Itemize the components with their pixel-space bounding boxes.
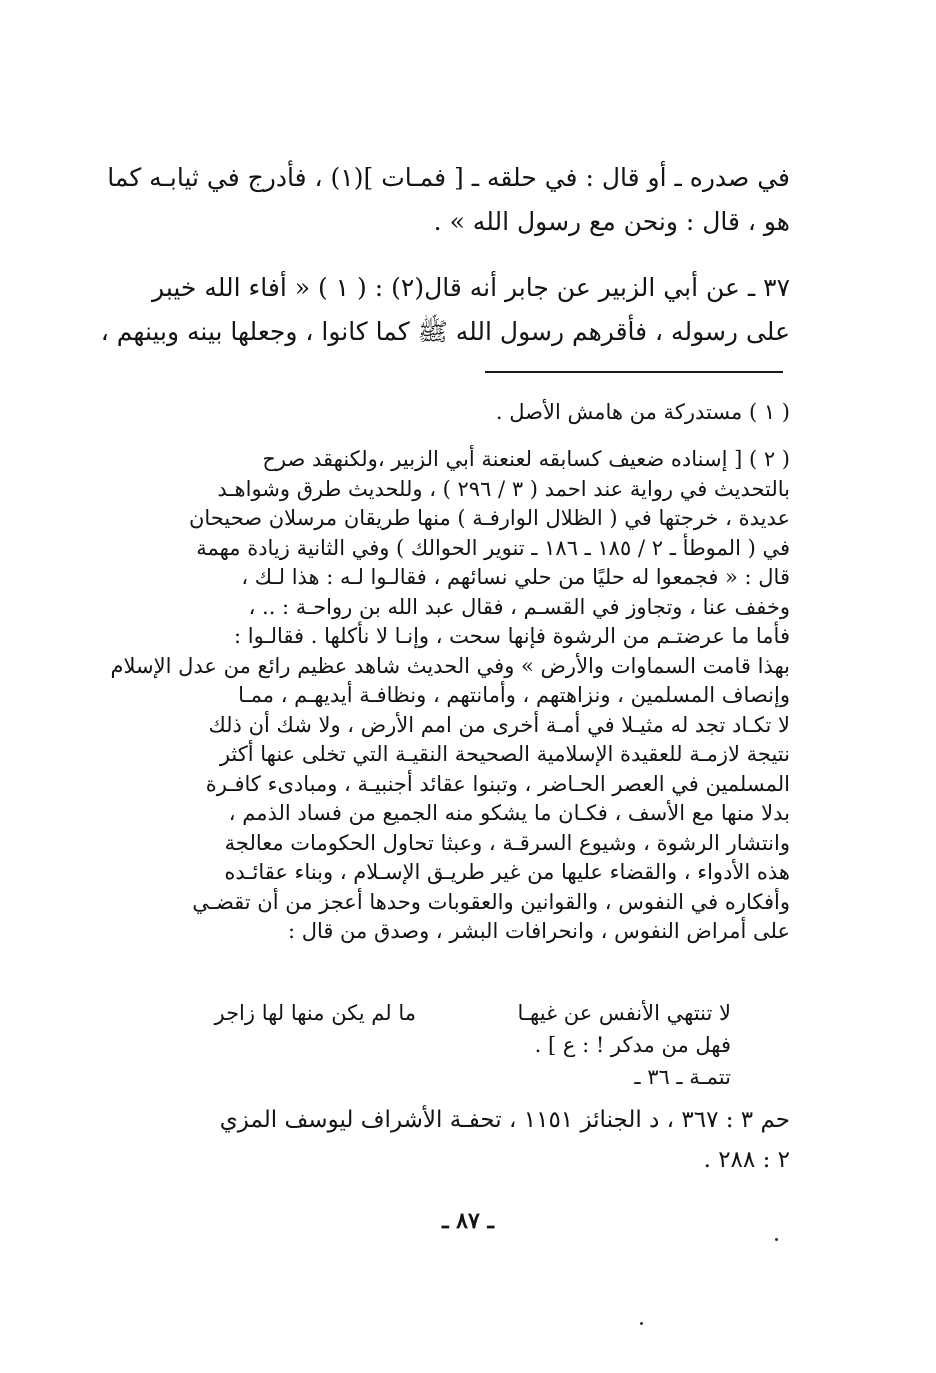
footnote-line: على أمراض النفوس ، وانحرافات البشر ، وصدق من قال : xyxy=(287,919,790,943)
footnote-line: نتيجة لازمـة للعقيدة الإسلامية الصحيحة النقيـة التي تخلى عنها أكثر xyxy=(219,742,790,766)
footnote-1-text: ( ١ ) مستدركة من هامش الأصل . xyxy=(495,400,790,424)
verse-closing: فهل من مدكر ! : ع ] . xyxy=(534,1033,731,1057)
footnote-line: وخفف عنا ، وتجاوز في القسـم ، فقال عبد الله بن رواحـة : .. ، xyxy=(248,594,790,619)
text-line: على رسوله ، فأقرهم رسول الله ﷺ كما كانوا ، وجعلها بينه وبينهم ، xyxy=(100,317,790,346)
reference-line: ٢ : ٢٨٨ . xyxy=(703,1147,790,1173)
footnote-line: بهذا قامت السماوات والأرض » وفي الحديث شاهد عظيم رائع من عدل الإسلام xyxy=(110,653,790,678)
footnote-line: قال : « فجمعوا له حليًا من حلي نسائهم ، فقالـوا لـه : هذا لـك ، xyxy=(241,565,790,589)
footnote-line: لا تكـاد تجد له مثيـلا في أمـة أخرى من امم الأرض ، ولا شك أن ذلك xyxy=(208,712,790,737)
footnote-line: ( ٢ ) [ إسناده ضعيف كسابقه لعنعنة أبي الزبير ،ولكنهقد صرح xyxy=(262,447,790,471)
references xyxy=(150,1100,790,1180)
footnote-2 xyxy=(110,445,790,947)
footnote-line: في ( الموطأ ـ ٢ / ١٨٥ ـ ١٨٦ ـ تنوير الحوالك ) وفي الثانية زيادة مهمة xyxy=(196,535,790,560)
hadith-continuation xyxy=(107,156,790,244)
footnote-line: بالتحديث في رواية عند احمد ( ٣ / ٢٩٦ ) ، وللحديث طرق وشواهـد xyxy=(217,476,790,501)
print-speck xyxy=(775,1238,778,1241)
hadith-37 xyxy=(100,266,790,354)
footnote-line: هذه الأدواء ، والقضاء عليها من غير طريـق الإسـلام ، وبناء عقائـده xyxy=(224,860,790,884)
text-line: ٣٧ ـ عن أبي الزبير عن جابر أنه قال(٢) : ( ١ ) « أفاء الله خيبر xyxy=(152,273,790,302)
text-line: في صدره ـ أو قال : في حلقه ـ [ فمـات ](١) ، فأدرج في ثيابـه كما xyxy=(107,163,790,192)
text-line: هو ، قال : ونحن مع رسول الله » . xyxy=(433,207,790,236)
verse-second-hemistich: ما لم يكن منها لها زاجر xyxy=(214,1001,416,1025)
verse-first-hemistich: لا تنتهي الأنفس عن غيهـا xyxy=(517,1001,731,1025)
footnote-line: عديدة ، خرجتها في ( الظلال الوارفـة ) منها طريقان مرسلان صحيحان xyxy=(188,506,790,530)
footnote-line: فأما ما عرضتـم من الرشوة فإنها سحت ، وإنـا لا نأكلها . فقالـوا : xyxy=(234,624,790,648)
print-speck xyxy=(640,1322,643,1325)
page-number: ـ ٨٧ ـ xyxy=(442,1208,494,1234)
continuation-note: تتمـة ـ ٣٦ ـ xyxy=(634,1065,731,1089)
footnote-line: وانتشار الرشوة ، وشيوع السرقـة ، وعبثا تحاول الحكومات معالجة xyxy=(224,830,790,855)
reference-line: حم ٣ : ٣٦٧ ، د الجنائز ١١٥١ ، تحفـة الأشراف ليوسف المزي xyxy=(219,1107,790,1133)
footnote-1 xyxy=(150,398,790,428)
footnote-line: بدلا منها مع الأسف ، فكـان ما يشكو منه الجميع من فساد الذمم ، xyxy=(228,801,790,825)
footnote-separator xyxy=(485,371,783,373)
footnote-line: وإنصاف المسلمين ، ونزاهتهم ، وأمانتهم ، ونظافـة أيديهـم ، ممـا xyxy=(238,683,790,707)
footnote-line: وأفكاره في النفوس ، والقوانين والعقوبات وحدها أعجز من أن تقضـي xyxy=(192,889,790,914)
footnote-line: المسلمين في العصر الحـاضر ، وتبنوا عقائد أجنبيـة ، ومبادىء كافـرة xyxy=(205,771,790,796)
